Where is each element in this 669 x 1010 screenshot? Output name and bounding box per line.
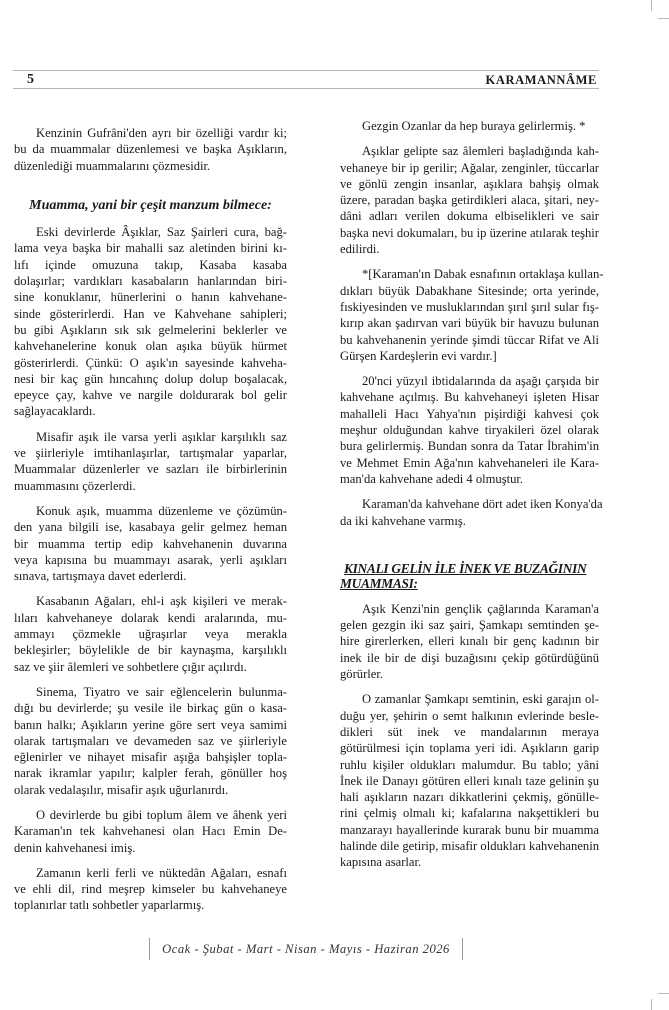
text-line: rini çelmiş olmalı ki; kafalarına nakşettikleri bu xyxy=(340,806,599,821)
text-line: Muammalar düzenlerler ve sazları ile birbirlerinin xyxy=(14,462,287,477)
text-line: Sinema, Tiyatro ve sair eğlencelerin bulunma- xyxy=(36,684,287,699)
text-line: ruhlu kişiler oldukları malumdur. Bu tablo; yâni xyxy=(340,757,599,772)
text-line: mahalleli Hacı Yahya'nın pişirdiği kahvesi çok xyxy=(340,406,599,421)
text-line: Misafir aşık ile varsa yerli aşıklar karşılıklı saz xyxy=(36,429,287,444)
text-line: denin kahvehanesi imiş. xyxy=(14,840,136,855)
text-line: görürler. xyxy=(340,667,384,682)
text-line: ve gönlü zengin insanlar, aşıklara bahşiş olmak xyxy=(340,176,599,191)
text-line: ve şiirleriyle imtihanlaşırlar, tartışmalar yaparlar, xyxy=(14,446,287,461)
section-heading-line: KINALI GELİN İLE İNEK VE BUZAĞININ xyxy=(344,560,587,576)
text-line: olarak vedalaşılır, misafir aşık uğurlanırdı. xyxy=(14,782,229,797)
section-heading: Muamma, yani bir çeşit manzum bilmece: xyxy=(29,197,272,213)
paragraph xyxy=(14,807,287,856)
section-heading xyxy=(340,561,599,592)
paragraph xyxy=(340,143,599,257)
text-line: muammasını çözerlerdi. xyxy=(14,478,136,493)
text-line: sağlayacaklardı. xyxy=(14,404,96,419)
page-number: 5 xyxy=(27,72,34,87)
left-column xyxy=(14,125,287,923)
magazine-title: KARAMANNÂME xyxy=(485,73,597,87)
text-line: bekleşirler; böylelikle de bir kaynaşma, karşılıklı xyxy=(14,643,287,658)
footnote-paragraph xyxy=(340,266,604,364)
text-line: olarak tartışmaları ve devameden saz ve şiirleriyle xyxy=(14,733,287,748)
text-line: kahvehanelerine konuk olan aşıka büyük hürmet xyxy=(14,339,287,354)
text-line: Konuk aşık, muamma düzenleme ve çözümün- xyxy=(36,503,287,518)
text-line: kapısına asarlar. xyxy=(340,855,422,870)
text-line: toplanırlar tatlı sohbetler yaparlarmış. xyxy=(14,898,205,913)
crop-mark xyxy=(658,18,669,19)
paragraph xyxy=(340,691,599,870)
paragraph xyxy=(14,684,287,798)
text-line: Gezgin Ozanlar da hep buraya gelirlermiş. * xyxy=(362,119,586,133)
text-line: nesi bir kaç gün hıncahınç dolup dolup boşalacak, xyxy=(14,371,287,386)
text-line: bu gibi Aşıkların sık sık gelmelerini beklerler ve xyxy=(14,322,287,337)
text-line: bir muamma tertip edip kahvehanenin duvarına xyxy=(14,536,287,551)
text-line: banın halkı; Aşıkların yerine göre sert veya samimi xyxy=(14,717,287,732)
text-line: İnek ile Danayı götüren elleri kınalı taze gelinin şu xyxy=(340,773,599,788)
paragraph xyxy=(14,224,287,420)
paragraph xyxy=(14,503,287,584)
paragraph xyxy=(14,593,287,674)
paragraph xyxy=(14,865,287,914)
text-line: Aşıklar gelipte saz âlemleri başladığında kah- xyxy=(362,144,599,159)
text-line: man'da kahvehane adedi 4 olmuştur. xyxy=(340,471,524,486)
text-line: manzarayı hayallerinde kurarak bunu bir muamma xyxy=(340,822,599,837)
text-line: epeyce çay, kahve ve nargile doldurarak bol gelir xyxy=(14,388,287,403)
text-line: veya kapısına bu muammayı asarak, yerli aşıkları xyxy=(14,552,287,567)
text-line: Zamanın kerli ferli ve nüktedân Ağaları, esnafı xyxy=(36,865,287,880)
text-line: hali aşıkların nazarı dikkatlerini çekmiş, gönülle- xyxy=(340,790,599,805)
text-line: götürülmesi için toplama yeri idi. Aşıkların garip xyxy=(340,741,599,756)
text-line: Karaman'ın tek kahvehanesi olan Hacı Emin De- xyxy=(14,824,287,839)
paragraph xyxy=(14,429,287,494)
text-line: sine konuklanır, hünerlerini o hanın kahvehane- xyxy=(14,290,287,305)
text-line: narak ikramlar yapılır; kalpler ferah, gönüller hoş xyxy=(14,766,287,781)
text-line: gösterirlerdi. Çünkü: O aşık'ın sayesinde kahveha- xyxy=(14,355,287,370)
text-line: O zamanlar Şamkapı semtinin, eski garajın ol- xyxy=(362,692,599,707)
text-line: 20'nci yüzyıl ibtidalarında da aşağı çarşıda bir xyxy=(362,374,599,389)
text-line: den yana bilgili ise, kasabaya gelir gelmez heman xyxy=(14,520,287,535)
text-line: Gürşen Kardeşlerin evi vardır.] xyxy=(340,348,497,363)
text-line: saz ve şiir âlemleri ve sohbetlere çığır açılırdı. xyxy=(14,659,247,674)
text-line: inek ile bir de dişi buzağısını çekip götürdüğünü xyxy=(340,650,599,665)
paragraph xyxy=(340,496,603,529)
header-rule-bottom xyxy=(13,88,599,89)
crop-mark xyxy=(658,993,669,994)
text-line: edilirdi. xyxy=(340,242,380,257)
text-line: lama veya başka bir mahalli saz aletinden birini kı- xyxy=(14,241,287,256)
paragraph xyxy=(340,601,599,682)
text-line: hire girerlerken, elleri kınalı bir genç kadının bir xyxy=(340,634,599,649)
text-line: dıkları büyük Dabakhane Sitesinde; orta yerinde, xyxy=(340,283,599,298)
paragraph xyxy=(14,125,287,174)
text-line: kahvehane açılmış. Bu kahvehaneyi işleten Hisar xyxy=(340,390,599,405)
paragraph xyxy=(340,118,599,134)
text-line: dikleri süt inek ve mandalarının meraya xyxy=(340,724,599,739)
text-line: üzere, paradan başka getirdikleri alaca, şitari, ney- xyxy=(340,193,599,208)
crop-mark xyxy=(651,0,652,11)
text-line: *[Karaman'ın Dabak esnafının ortaklaşa kullan- xyxy=(362,267,604,282)
text-line: düzenlediği muammalarını çözmesidir. xyxy=(14,158,211,173)
text-line: lıfı içinde omuzuna takıp, Kasaba kasaba xyxy=(14,257,287,272)
text-line: kırıp akan şadırvan vari büyük bir havuzu bulunan xyxy=(340,316,599,331)
text-line: bura gelirlermiş. Bundan sonra da Tatar İbrahim'in xyxy=(340,439,599,454)
issue-footer xyxy=(149,938,463,960)
text-line: dâni adları verilen dokuma elbiselikleri ve sair xyxy=(340,209,599,224)
text-line: ve ehli dil, rind meşrep kimseler bu kahvehaneye xyxy=(14,882,287,897)
text-line: Kenzinin Gufrâni'den ayrı bir özelliği vardır ki; xyxy=(36,126,287,140)
text-line: da iki kahvehane varmış. xyxy=(340,513,466,528)
text-line: duğu yer, şehirin o semt halkının evlerinde besle- xyxy=(340,708,599,723)
text-line: başka nevi dokumaları, bu ip üzerine atılarak teşhir xyxy=(340,225,599,240)
text-line: bu da muammalar düzenlemesi ve başka Aşıkların, xyxy=(14,142,287,157)
paragraph xyxy=(340,373,599,487)
text-line: eğlenirler ve nihayet misafir aşığa bahşişler topla- xyxy=(14,750,287,765)
text-line: meşhur olduğundan kahve tiryakileri özel olarak xyxy=(340,423,599,438)
text-line: fıskiyesinden ve musluklarından şırıl şırıl sular fış- xyxy=(340,299,599,314)
text-line: dolaşırlar; vardıkları kasabaların hanlarından biri- xyxy=(14,274,287,289)
text-line: Karaman'da kahvehane dört adet iken Konya'da xyxy=(362,497,603,512)
text-line: ammayı çözmekle uğraşırlar veya merakla xyxy=(14,627,287,642)
text-line: dığı bu devirlerde; şu vesile ile birkaç gün o kasa- xyxy=(14,701,287,716)
section-heading-line: MUAMMASI: xyxy=(340,576,418,592)
text-line: halinde dile getirip, misafir oldukları kahvehanenin xyxy=(340,838,599,853)
text-line: Kasabanın Ağaları, ehl-i aşk kişileri ve merak- xyxy=(36,594,287,609)
text-line: ve Mehmet Emin Ağa'nın kahvehaneleri ile Kara- xyxy=(340,455,599,470)
right-column xyxy=(340,118,604,880)
text-line: vehaneye bir ip gerilir; Ağalar, zenginler, tüccarlar xyxy=(340,160,599,175)
issue-date: Ocak - Şubat - Mart - Nisan - Mayıs - Haziran 2026 xyxy=(162,942,450,956)
text-line: sinde gösterirlerdi. Han ve Kahvehane sahipleri; xyxy=(14,306,287,321)
text-line: lıları kahvehaneye dolarak kendi aralarında, mu- xyxy=(14,610,287,625)
text-line: Eski devirlerde Âşıklar, Saz Şairleri cura, bağ- xyxy=(36,225,287,240)
header-rule-top xyxy=(13,70,599,71)
text-line: Aşık Kenzi'nin gençlik çağlarında Karaman'a xyxy=(362,601,599,616)
text-line: O devirlerde bu gibi toplum âlem ve âhenk yeri xyxy=(36,807,287,822)
text-line: bu kahvehanenin yerinde şimdi tüccar Rifat ve Ali xyxy=(340,332,599,347)
crop-mark xyxy=(651,999,652,1010)
text-line: gelen gezgin iki saz şairi, Şamkapı semtinden şe- xyxy=(340,618,599,633)
text-line: sınava, tartışmaya davet ederlerdi. xyxy=(14,569,187,584)
